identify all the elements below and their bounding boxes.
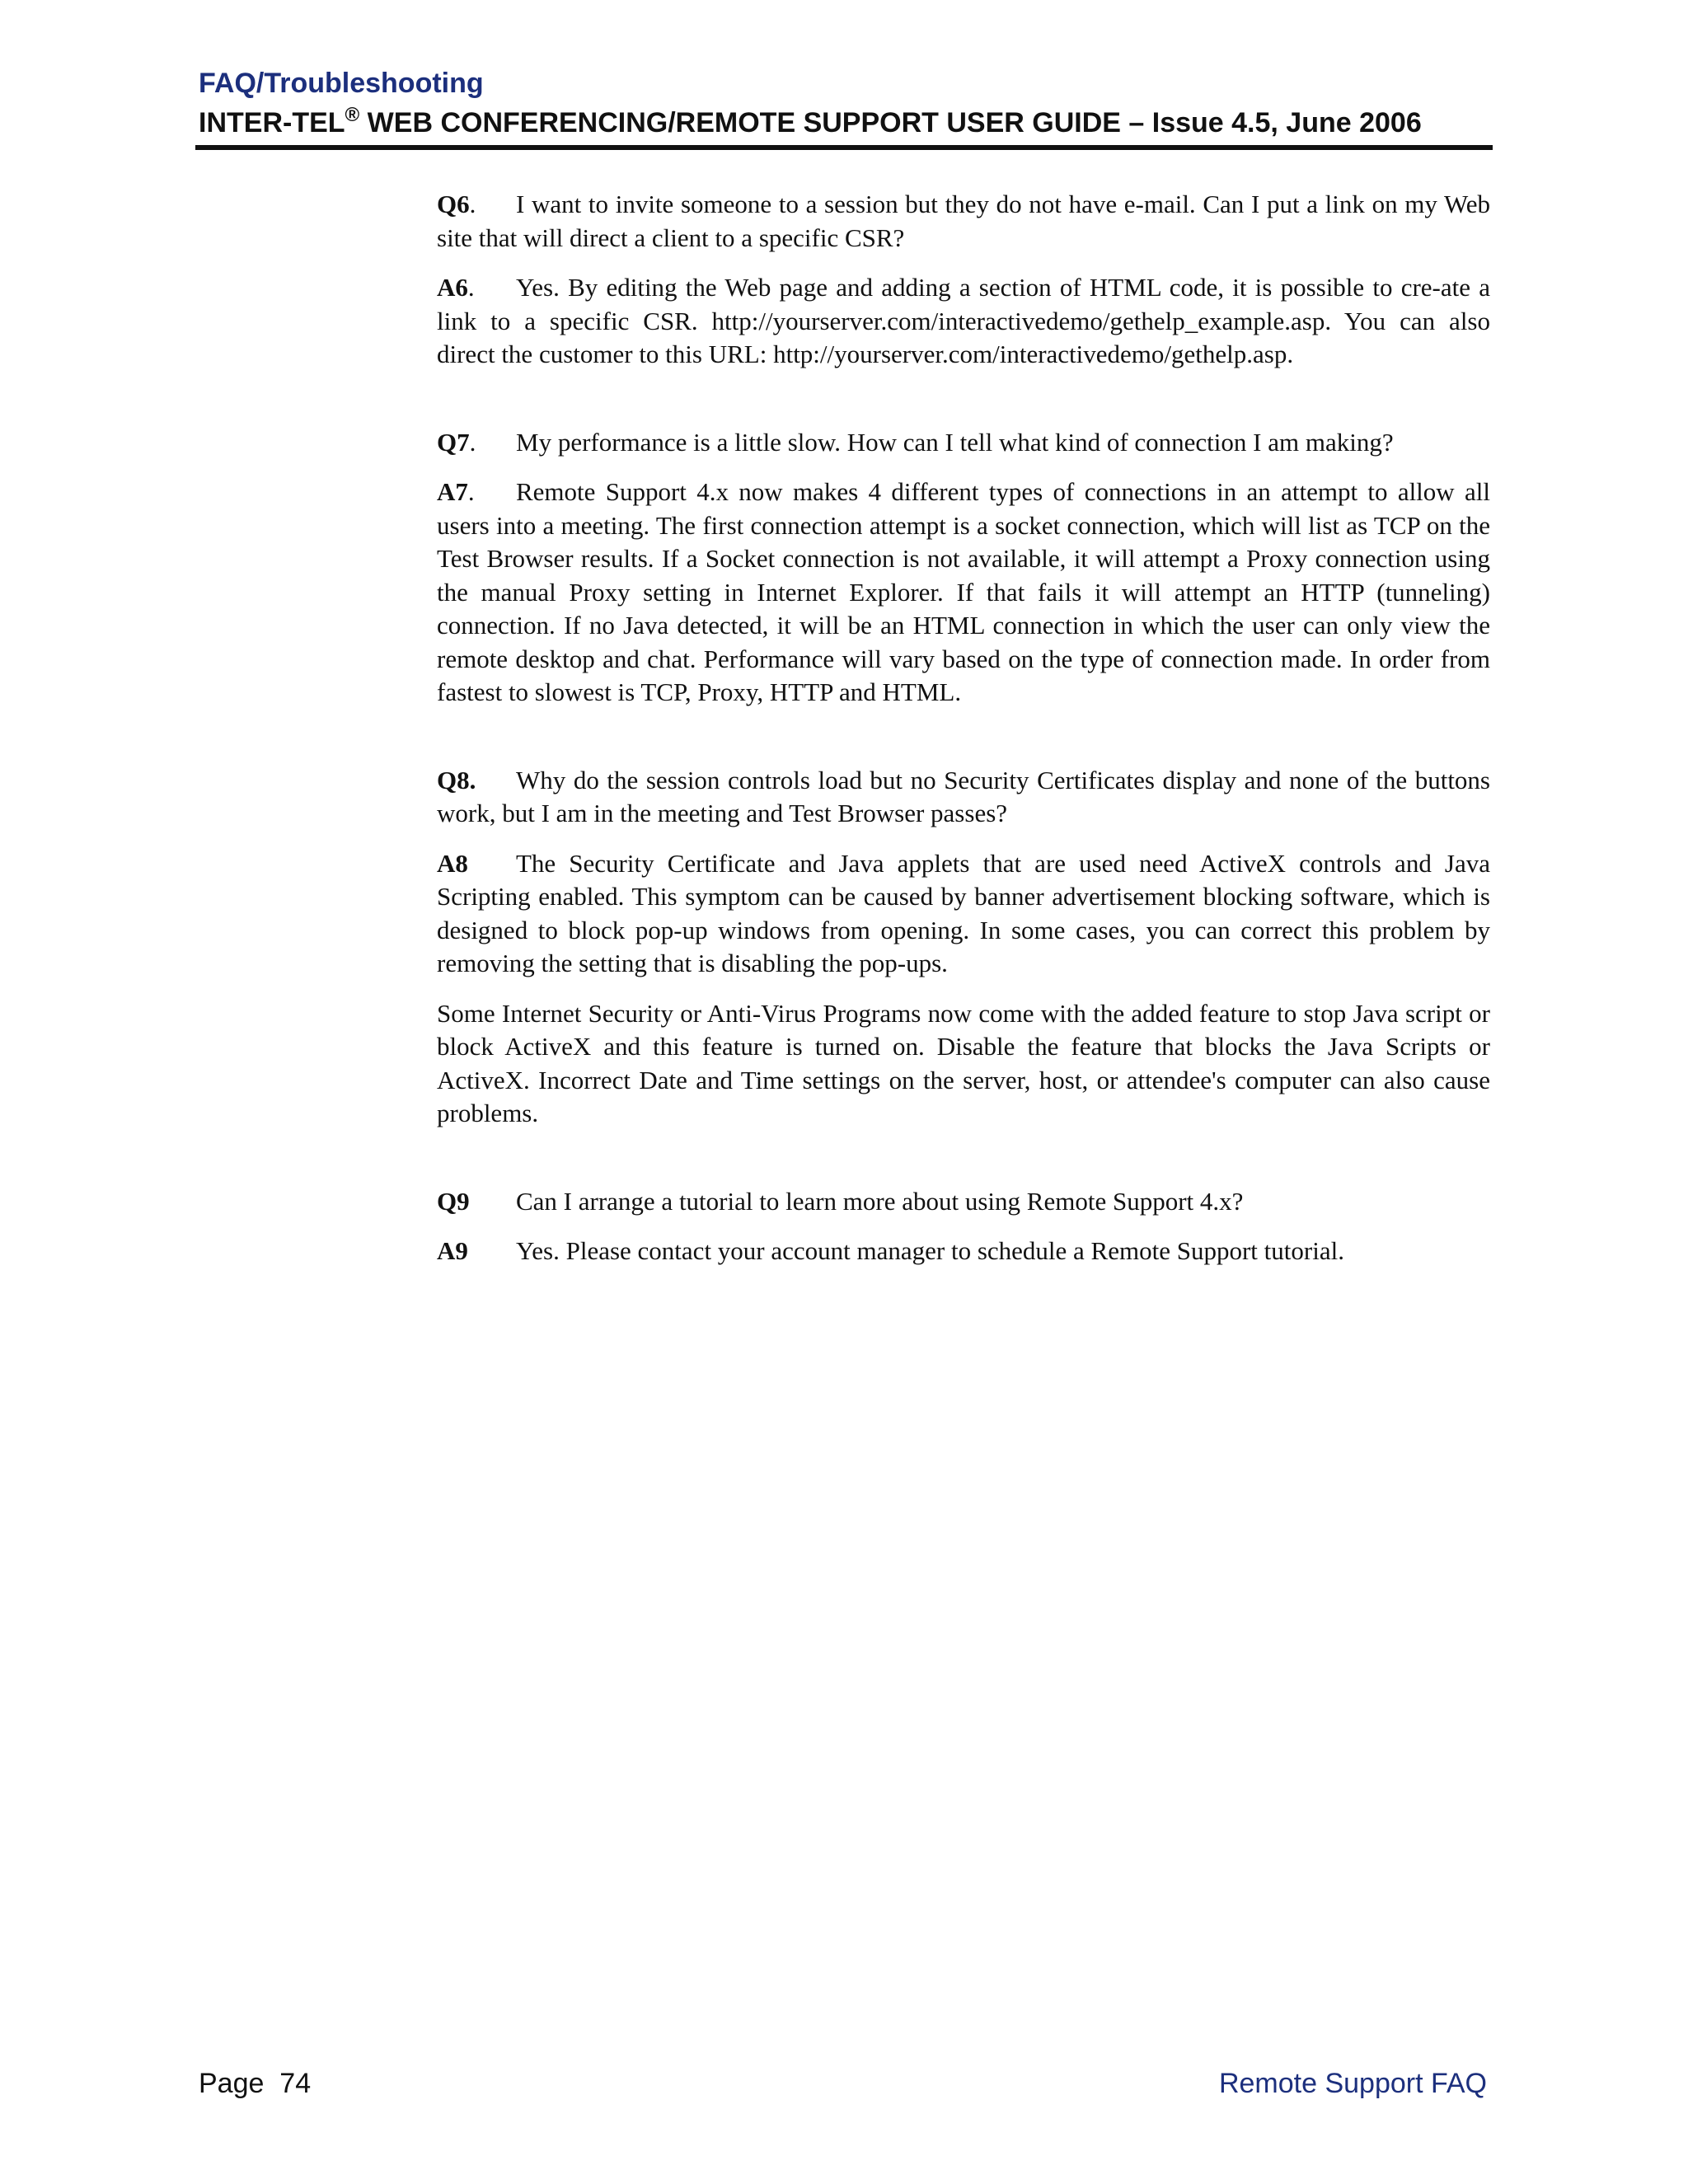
faq-answer-a8-continued: Some Internet Security or Anti-Virus Programs now come with the added feature to stop Java script or block ActiveX and this feature is turned on. Disable the feature that blocks the Java Scripts or ActiveX. Incorrect Date and Time settings on the server, host, or attendee's computer can also cause problems. (437, 998, 1490, 1127)
faq-question-text: Why do the session controls load but no Security Certificates display and none of the buttons work, but I am in the meeting and Test Browser passes? (437, 765, 1490, 827)
footer-page-number: Page 74 (199, 2068, 312, 2099)
faq-answer-a6 (437, 271, 1490, 372)
faq-answer-text: Yes. Please contact your account manager to schedule a Remote Support tutorial. (516, 1236, 1344, 1265)
faq-question-text: I want to invite someone to a session but they do not have e-mail. Can I put a link on my Web site that will direct a client to a specific CSR? (437, 190, 1490, 252)
faq-label: Q6. (437, 190, 476, 218)
footer-section-title: Remote Support FAQ (1218, 2068, 1487, 2099)
faq-question-q8 (437, 764, 1490, 831)
header-section-title: FAQ/Troubleshooting (199, 68, 484, 99)
faq-question-text: Can I arrange a tutorial to learn more about using Remote Support 4.x? (516, 1186, 1244, 1216)
faq-answer-text: The Security Certificate and Java applets that are used need ActiveX controls and Java Scripting enabled. This symptom can be caused by banner advertisement blocking software, which is designed to block pop-up windows from opening. In some cases, you can correct this problem by removing the setting that is disabling the pop-ups. (437, 848, 1490, 977)
faq-answer-text: Yes. By editing the Web page and adding a section of HTML code, it is possible to cre-ate a link to a specific CSR. http://yourserver.com/interactivedemo/gethelp_example.asp. You can also direct the customer to this URL: http://yourserver.com/interactivedemo/gethelp.asp. (437, 273, 1490, 368)
faq-question-q6 (437, 188, 1490, 255)
faq-answer-a9 (437, 1235, 1490, 1268)
faq-content (437, 188, 1490, 1285)
faq-question-q7 (437, 426, 1490, 460)
faq-answer-a7 (437, 476, 1490, 710)
header-brand: INTER-TEL (199, 107, 345, 138)
faq-label: Q9 (437, 1186, 470, 1216)
faq-label: A9 (437, 1236, 468, 1265)
header-guide-rest: WEB CONFERENCING/REMOTE SUPPORT USER GUIDE – Issue 4.5, June 2006 (359, 107, 1422, 138)
faq-question-q9 (437, 1185, 1490, 1219)
faq-label: Q8. (437, 765, 476, 794)
faq-label: A7. (437, 477, 475, 506)
faq-label: A6. (437, 273, 475, 302)
header-guide-title (199, 102, 1422, 143)
faq-answer-text: Remote Support 4.x now makes 4 different types of connections in an attempt to allow all users into a meeting. The first connection attempt is a socket connection, which will list as TCP on the Test Browser results. If a Socket connection is not available, it will attempt a Proxy connection using the manual Proxy setting in Internet Explorer. If that fails it will attempt an HTTP (tunneling) connection. If no Java detected, it will be an HTML connection in which the user can only view the remote desktop and chat. Performance will vary based on the type of connection made. In order from fastest to slowest is TCP, Proxy, HTTP and HTML. (437, 477, 1490, 706)
faq-answer-a8 (437, 847, 1490, 981)
faq-label: Q7. (437, 427, 476, 457)
header-rule (195, 145, 1493, 150)
registered-mark: ® (345, 104, 360, 126)
faq-label: A8 (437, 848, 468, 878)
faq-question-text: My performance is a little slow. How can I tell what kind of connection I am making? (516, 427, 1394, 457)
